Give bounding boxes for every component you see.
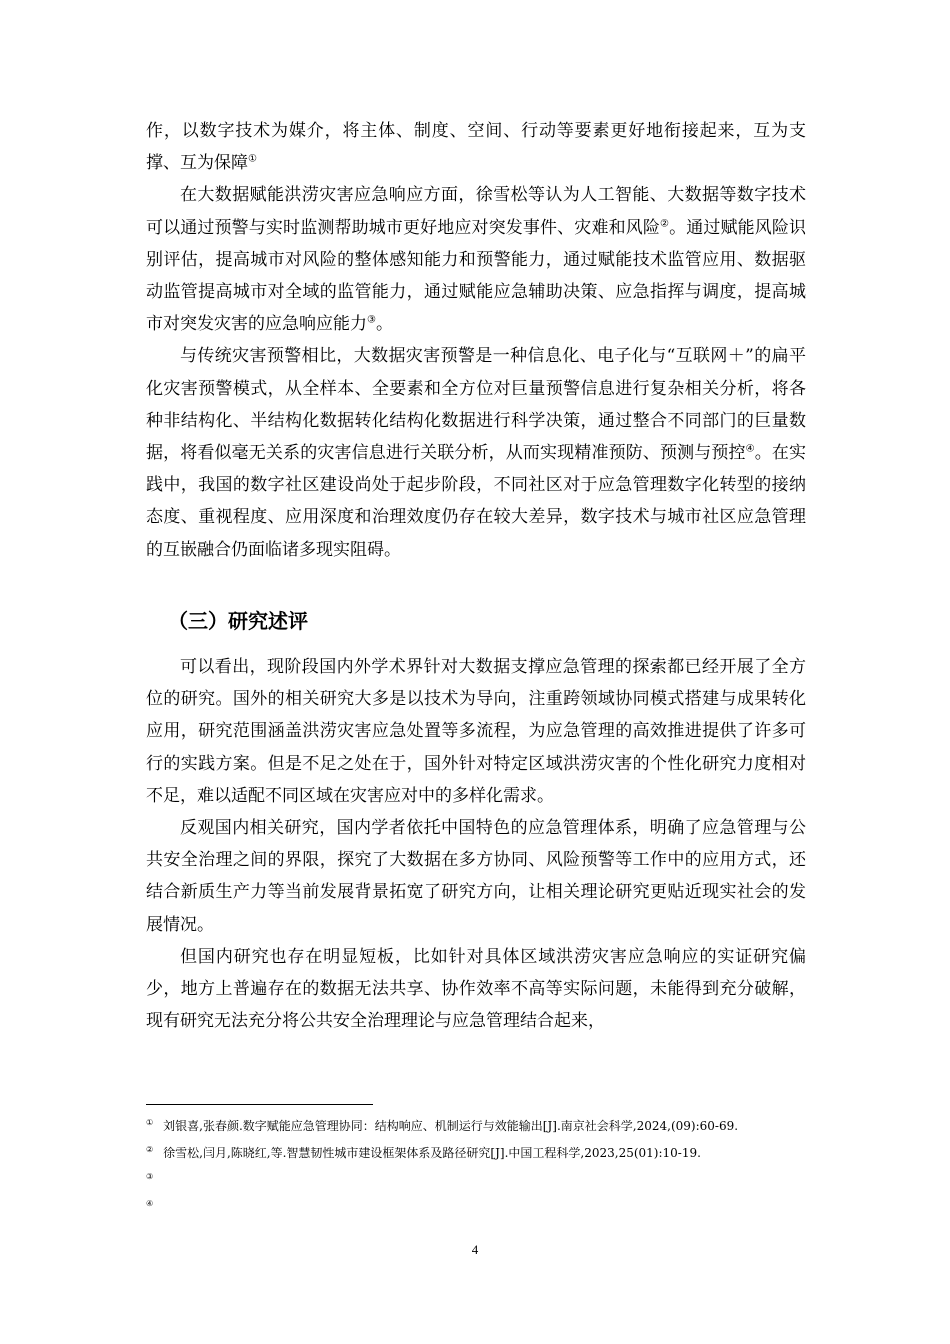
- footnote-ref-2[interactable]: ②: [659, 217, 670, 229]
- paragraph-big-data-warning: 与传统灾害预警相比，大数据灾害预警是一种信息化、电子化与“互联网＋”的扁平化灾害预警模式，从全样本、全要素和全方位对巨量预警信息进行复杂相关分析，将各种非结构化、半结构化数据转化结构化数据进行科学决策，通过整合不同部门的巨量数据，将看似毫无关系的灾害信息进行关联分析，从而实现精准预防、预测与预控④。在实践中，我国的数字社区建设尚处于起步阶段，不同社区对于应急管理数字化转型的接纳态度、重视程度、应用深度和治理效度仍存在较大差异，数字技术与城市社区应急管理的互嵌融合仍面临诸多现实阻碍。: [146, 346, 807, 560]
- footnote-mark: ④: [146, 1199, 154, 1208]
- footnote-ref-3[interactable]: ③: [367, 314, 376, 326]
- footnote-separator: [146, 1104, 373, 1105]
- body-text-top: [146, 115, 806, 566]
- footnote-ref-4[interactable]: ④: [745, 443, 755, 455]
- footnote-3: [146, 1168, 810, 1189]
- footnote-1: [146, 1114, 810, 1135]
- paragraph-continuation: 作，以数字技术为媒介，将主体、制度、空间、行动等要素更好地衔接起来，互为支撑、互为保障①: [146, 121, 806, 174]
- footnote-text: 徐雪松,闫月,陈晓红,等.智慧韧性城市建设框架体系及路径研究[J].中国工程科学,2023,25(01):10-19.: [163, 1146, 701, 1160]
- paragraph-flood-response: 在大数据赋能洪涝灾害应急响应方面，徐雪松等认为人工智能、大数据等数字技术可以通过预警与实时监测帮助城市更好地应对突发事件、灾难和风险②。通过赋能风险识别评估，提高城市对风险的整体感知能力和预警能力，通过赋能技术监管应用、数据驱动监管提高城市对全域的监管能力，通过赋能应急辅助决策、应急指挥与调度，提高城市对突发灾害的应急响应能力③。: [146, 185, 807, 335]
- paragraph-review-overview: 可以看出，现阶段国内外学术界针对大数据支撑应急管理的探索都已经开展了全方位的研究。国外的相关研究大多是以技术为导向，注重跨领域协同模式搭建与成果转化应用，研究范围涵盖洪涝灾害应急处置等多流程，为应急管理的高效推进提供了许多可行的实践方案。但是不足之处在于，国外针对特定区域洪涝灾害的个性化研究力度相对不足，难以适配不同区域在灾害应对中的多样化需求。: [146, 657, 806, 806]
- page-number: 4: [471, 1242, 479, 1257]
- footnote-text: 刘银喜,张春颜.数字赋能应急管理协同：结构响应、机制运行与效能输出[J].南京社会科学,2024,(09):60-69.: [163, 1119, 739, 1133]
- section-heading: （三）研究述评: [168, 609, 308, 633]
- paragraph-domestic-research: 反观国内相关研究，国内学者依托中国特色的应急管理体系，明确了应急管理与公共安全治理之间的界限，探究了大数据在多方协同、风险预警等工作中的应用方式，还结合新质生产力等当前发展背景拓宽了研究方向，让相关理论研究更贴近现实社会的发展情况。: [146, 818, 806, 935]
- footnote-mark: ①: [146, 1118, 154, 1127]
- body-text-review: [146, 651, 806, 1037]
- footnote-ref-1[interactable]: ①: [248, 153, 257, 165]
- footnote-2: [146, 1141, 810, 1162]
- footnotes: [146, 1114, 810, 1222]
- paragraph-domestic-shortcomings: 但国内研究也存在明显短板，比如针对具体区域洪涝灾害应急响应的实证研究偏少，地方上普遍存在的数据无法共享、协作效率不高等实际问题，未能得到充分破解，现有研究无法充分将公共安全治理理论与应急管理结合起来，: [146, 946, 806, 1032]
- footnote-mark: ②: [146, 1145, 154, 1154]
- footnote-4: [146, 1195, 810, 1216]
- footnote-mark: ③: [146, 1172, 154, 1181]
